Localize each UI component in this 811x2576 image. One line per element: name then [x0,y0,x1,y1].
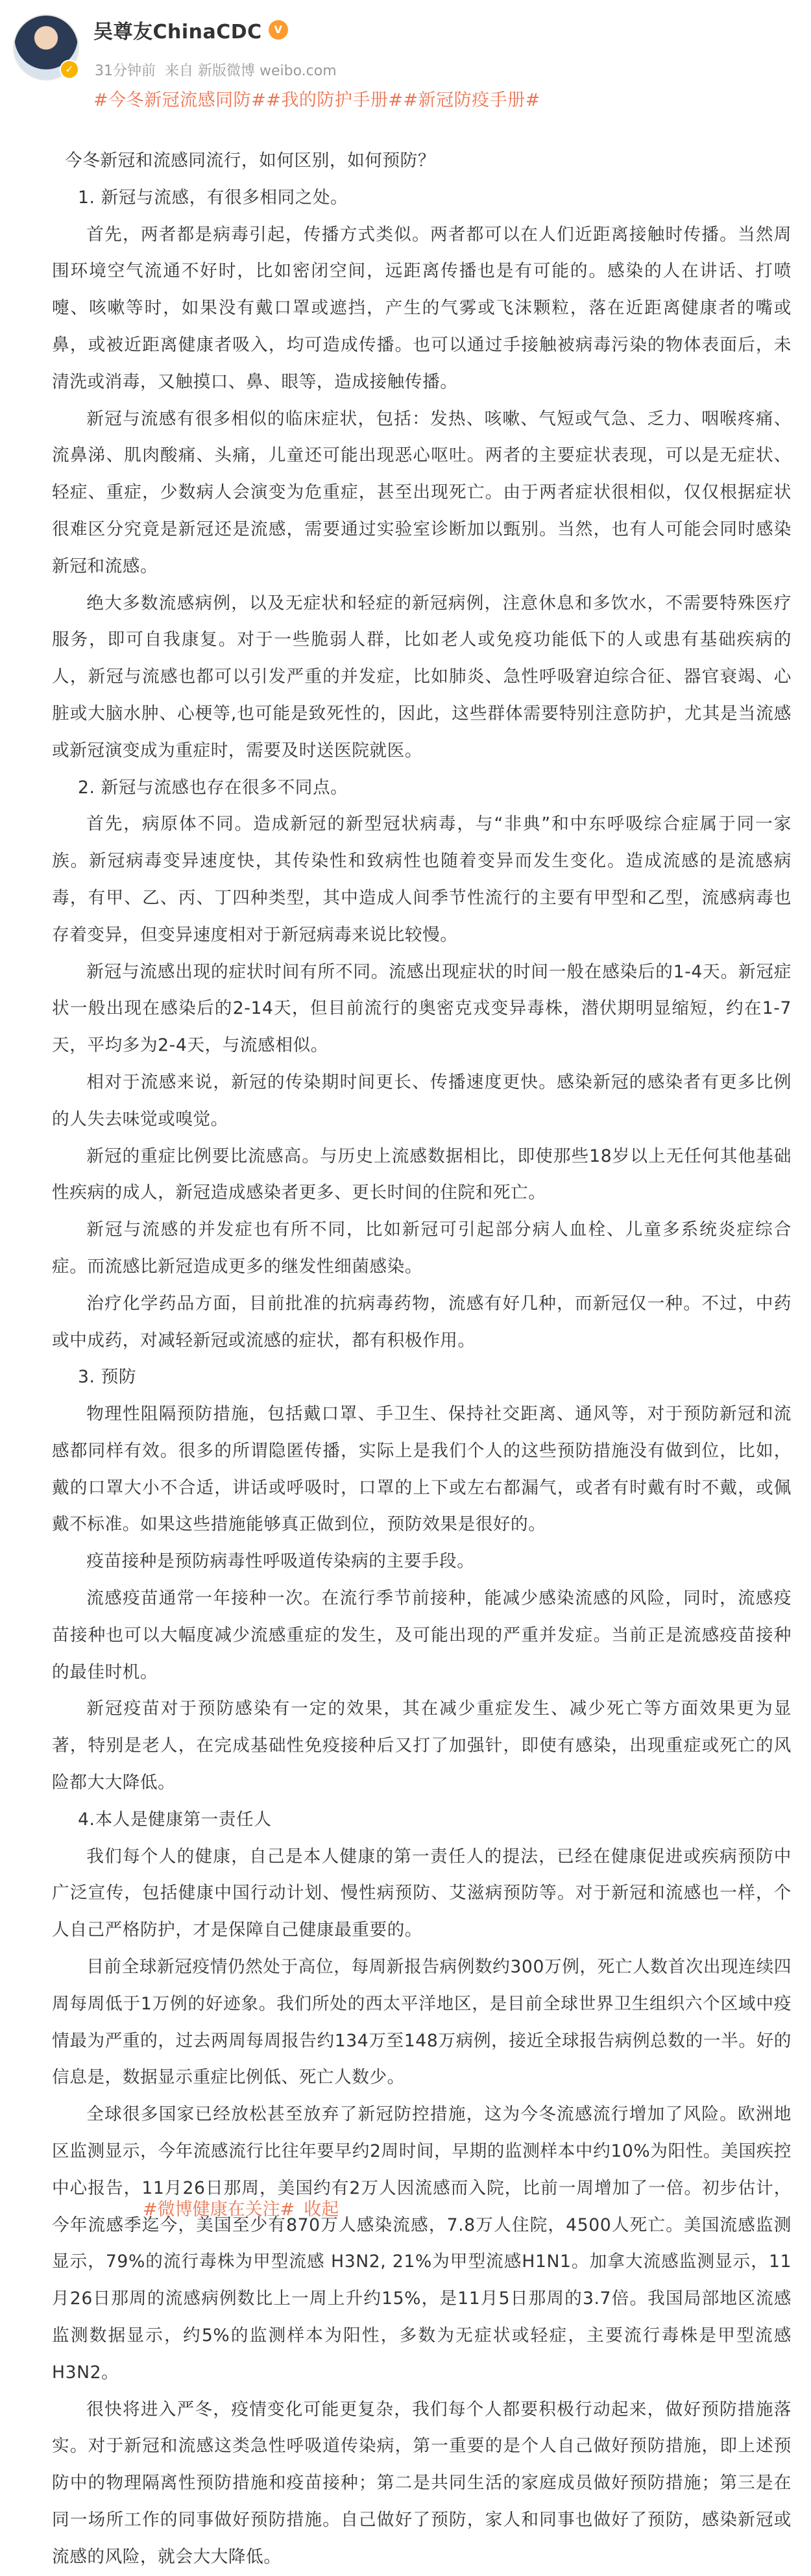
section-heading: 1. 新冠与流感，有很多相同之处。 [78,187,348,208]
section-heading: 4.本人是健康第一责任人 [78,1809,272,1830]
paragraph: 首先，病原体不同。造成新冠的新型冠状病毒，与“非典”和中东呼吸综合症属于同一家族。新冠病毒变异速度快，其传染性和致病性也随着变异而发生变化。造成流感的是流感病毒，有甲、乙、丙、丁四种类型，其中造成人间季节性流行的主要有甲型和乙型，流感病毒也存着变异，但变异速度相对于新冠病毒来说比较慢。 [52,814,792,945]
paragraph: 今冬新冠和流感同流行，如何区别，如何预防？ [65,151,436,171]
post-meta [95,60,337,80]
paragraph: 新冠的重症比例要比流感高。与历史上流感数据相比，即使那些18岁以上无任何其他基础性疾病的成人，新冠造成感染者更多、更长时间的住院和死亡。 [52,1146,792,1203]
section-heading: 3. 预防 [78,1367,137,1388]
author-name[interactable]: 吴尊友ChinaCDC [93,21,262,43]
avatar[interactable] [13,14,79,80]
paragraph: 首先，两者都是病毒引起，传播方式类似。两者都可以在人们近距离接触时传播。当然周围环境空气流通不好时，比如密闭空间，远距离传播也是有可能的。感染的人在讲话、打喷嚏、咳嗽等时，如果没有戴口罩或遮挡，产生的气雾或飞沫颗粒，落在近距离健康者的嘴或鼻，或被近距离健康者吸入，均可造成传播。也可以通过手接触被病毒污染的物体表面后，未清洗或消毒，又触摸口、鼻、眼等，造成接触传播。 [52,224,792,392]
paragraph: 新冠疫苗对于预防感染有一定的效果，其在减少重症发生、减少死亡等方面效果更为显著，特别是老人，在完成基础性免疫接种后又打了加强针，即使有感染，出现重症或死亡的风险都大大降低。 [52,1699,792,1793]
paragraph: 疫苗接种是预防病毒性呼吸道传染病的主要手段。 [86,1551,475,1572]
vip-badge-icon: V [269,20,288,40]
footer-hashtag[interactable]: #微博健康在关注# [143,2200,295,2220]
paragraph: 相对于流感来说，新冠的传染期时间更长、传播速度更快。感染新冠的感染者有更多比例的人失去味觉或嗅觉。 [52,1072,792,1129]
paragraph: 很快将进入严冬，疫情变化可能更复杂，我们每个人都要积极行动起来，做好预防措施落实。对于新冠和流感这类急性呼吸道传染病，第一重要的是个人自己做好预防措施，即上述预防中的物理隔离性预防措施和疫苗接种；第二是共同生活的家庭成员做好预防措施；第三是在同一场所工作的同事做好预防措施。自己做好了预防，家人和同事也做好了预防，感染新冠或流感的风险，就会大大降低。 [52,2399,792,2567]
paragraph: 新冠与流感有很多相似的临床症状，包括：发热、咳嗽、气短或气急、乏力、咽喉疼痛、流鼻涕、肌肉酸痛、头痛，儿童还可能出现恶心呕吐。两者的主要症状表现，可以是无症状、轻症、重症，少数病人会演变为危重症，甚至出现死亡。由于两者症状很相似，仅仅根据症状很难区分究竟是新冠还是流感，需要通过实验室诊断加以甄别。当然，也有人可能会同时感染新冠和流感。 [52,408,792,576]
post-time[interactable]: 31分钟前 [95,63,156,79]
paragraph: 新冠与流感出现的症状时间有所不同。流感出现症状的时间一般在感染后的1-4天。新冠症状一般出现在感染后的2-14天，但目前流行的奥密克戎变异毒株，潜伏期明显缩短，约在1-7天，平均多为2-4天，与流感相似。 [52,961,792,1056]
paragraph: 新冠与流感的并发症也有所不同，比如新冠可引起部分病人血栓、儿童多系统炎症综合症。而流感比新冠造成更多的继发性细菌感染。 [52,1220,792,1277]
topic-hashtags[interactable]: #今冬新冠流感同防##我的防护手册##新冠防疫手册# [93,90,540,110]
author-row [93,17,288,43]
paragraph: 绝大多数流感病例，以及无症状和轻症的新冠病例，注意休息和多饮水，不需要特殊医疗服务，即可自我康复。对于一些脆弱人群，比如老人或免疫功能低下的人或患有基础疾病的人，新冠与流感也都可以引发严重的并发症，比如肺炎、急性呼吸窘迫综合征、器官衰竭、心脏或大脑水肿、心梗等,也可能是致死性的，因此，这些群体需要特别注意防护，尤其是当流感或新冠演变成为重症时，需要及时送医院就医。 [52,593,792,761]
paragraph: 流感疫苗通常一年接种一次。在流行季节前接种，能减少感染流感的风险，同时，流感疫苗接种也可以大幅度减少流感重症的发生，及可能出现的严重并发症。当前正是流感疫苗接种的最佳时机。 [52,1588,792,1682]
post-footer [143,2195,339,2220]
collapse-link[interactable]: 收起 [304,2200,339,2220]
paragraph: 我们每个人的健康，自己是本人健康的第一责任人的提法，已经在健康促进或疾病预防中广泛宣传，包括健康中国行动计划、慢性病预防、艾滋病预防等。对于新冠和流感也一样，个人自己严格防护，才是保障自己健康最重要的。 [52,1846,792,1941]
post-header [9,8,802,110]
paragraph: 目前全球新冠疫情仍然处于高位，每周新报告病例数约300万例，死亡人数首次出现连续四周每周低于1万例的好迹象。我们所处的西太平洋地区，是目前全球世界卫生组织六个区域中疫情最为严重的，过去两周每周报告约134万至148万病例，接近全球报告病例总数的一半。好的信息是，数据显示重症比例低、死亡人数少。 [52,1957,792,2088]
section-heading: 2. 新冠与流感也存在很多不同点。 [78,777,348,798]
paragraph: 物理性阻隔预防措施，包括戴口罩、手卫生、保持社交距离、通风等，对于预防新冠和流感都同样有效。很多的所谓隐匿传播，实际上是我们个人的这些预防措施没有做到位，比如，戴的口罩大小不合适，讲话或呼吸时，口罩的上下或左右都漏气，或者有时戴有时不戴，或佩戴不标准。如果这些措施能够真正做到位，预防效果是很好的。 [52,1404,792,1535]
post-source[interactable]: 来自 新版微博 weibo.com [165,63,337,79]
paragraph: 治疗化学药品方面，目前批准的抗病毒药物，流感有好几种，而新冠仅一种。不过，中药或中成药，对减轻新冠或流感的症状，都有积极作用。 [52,1293,792,1351]
verified-badge-icon: ✓ [60,60,79,79]
paragraph: 全球很多国家已经放松甚至放弃了新冠防控措施，这为今冬流感流行增加了风险。欧洲地区监测显示，今年流感流行比往年要早约2周时间，早期的监测样本中约10%为阳性。美国疾控中心报告，11月26日那周，美国约有2万人因流感而入院，比前一周增加了一倍。初步估计，今年流感季迄今，美国至少有870万人感染流感，7.8万人住院，4500人死亡。美国流感监测显示，79%的流行毒株为甲型流感 H3N2, 21%为甲型流感H1N1。加拿大流感监测显示，11月26日那周的流感病例数比上一周上升约15%，是11月5日那周的3.7倍。我国局部地区流感监测数据显示，约5%的监测样本为阳性，多数为无症状或轻症，主要流行毒株是甲型流感H3N2。 [52,2104,792,2383]
